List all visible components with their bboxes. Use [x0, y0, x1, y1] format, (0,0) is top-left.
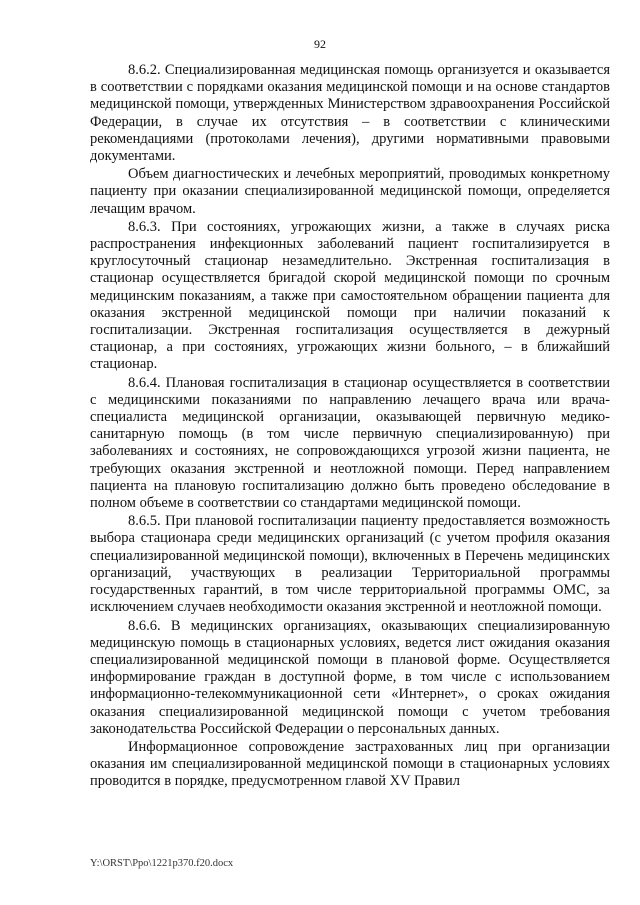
paragraph-8-6-4: 8.6.4. Плановая госпитализация в стационар осуществляется в соответствии с медицинскими показаниями по направлению лечащего врача или врача-специалиста медицинской организации, оказывающей первичную медико-санитарную помощь (в том числе первичную специализированную) при заболеваниях и состояниях, не сопровождающихся угрозой жизни пациента, не требующих оказания экстренной и неотложной помощи. Перед направлением пациента на плановую госпитализацию должно быть проведено обследование в полном объеме в соответствии со стандартами медицинской помощи.	[90, 374, 610, 512]
paragraph-8-6-5: 8.6.5. При плановой госпитализации пациенту предоставляется возможность выбора стационара среди медицинских организаций (с учетом профиля оказания специализированной медицинской помощи), включенных в Перечень медицинских организаций, участвующих в реализации Территориальной программы государственных гарантий, в том числе территориальной программы ОМС, за исключением случаев необходимости оказания экстренной и неотложной помощи.	[90, 513, 610, 616]
paragraph-8-6-2: 8.6.2. Специализированная медицинская помощь организуется и оказывается в соответствии с порядками оказания медицинской помощи и на основе стандартов медицинской помощи, утвержденных Министерством здравоохранения Российской Федерации, в случае их отсутствия – в соответствии с клиническими рекомендациями (протоколами лечения), другими нормативными правовыми документами.	[90, 62, 610, 165]
paragraph-8-6-3: 8.6.3. При состояниях, угрожающих жизни, а также в случаях риска распространения инфекционных заболеваний пациент госпитализируется в круглосуточный стационар незамедлительно. Экстренная госпитализация в стационар осуществляется бригадой скорой медицинской помощи по срочным медицинским показаниям, а также при самостоятельном обращении пациента для оказания экстренной медицинской помощи при наличии показаний к госпитализации. Экстренная госпитализация осуществляется в дежурный стационар, а при состояниях, угрожающих жизни больного, – в ближайший стационар.	[90, 218, 610, 373]
footer-file-path: Y:\ORST\Ppo\1221p370.f20.docx	[90, 858, 234, 869]
paragraph-scope: Объем диагностических и лечебных мероприятий, проводимых конкретному пациенту при оказании специализированной медицинской помощи, определяется лечащим врачом.	[90, 166, 610, 217]
page-number: 92	[314, 37, 326, 51]
document-body	[90, 62, 610, 791]
paragraph-info-support: Информационное сопровождение застрахованных лиц при организации оказания им специализированной медицинской помощи в стационарных условиях проводится в порядке, предусмотренном главой XV Правил	[90, 738, 610, 790]
paragraph-8-6-6: 8.6.6. В медицинских организациях, оказывающих специализированную медицинскую помощь в стационарных условиях, ведется лист ожидания оказания специализированной медицинской помощи в плановой форме. Осуществляется информирование граждан в доступной форме, в том числе с использованием информационно-телекоммуникационной сети «Интернет», о сроках ожидания оказания специализированной медицинской помощи с учетом требования законодательства Российской Федерации о персональных данных.	[90, 617, 610, 737]
